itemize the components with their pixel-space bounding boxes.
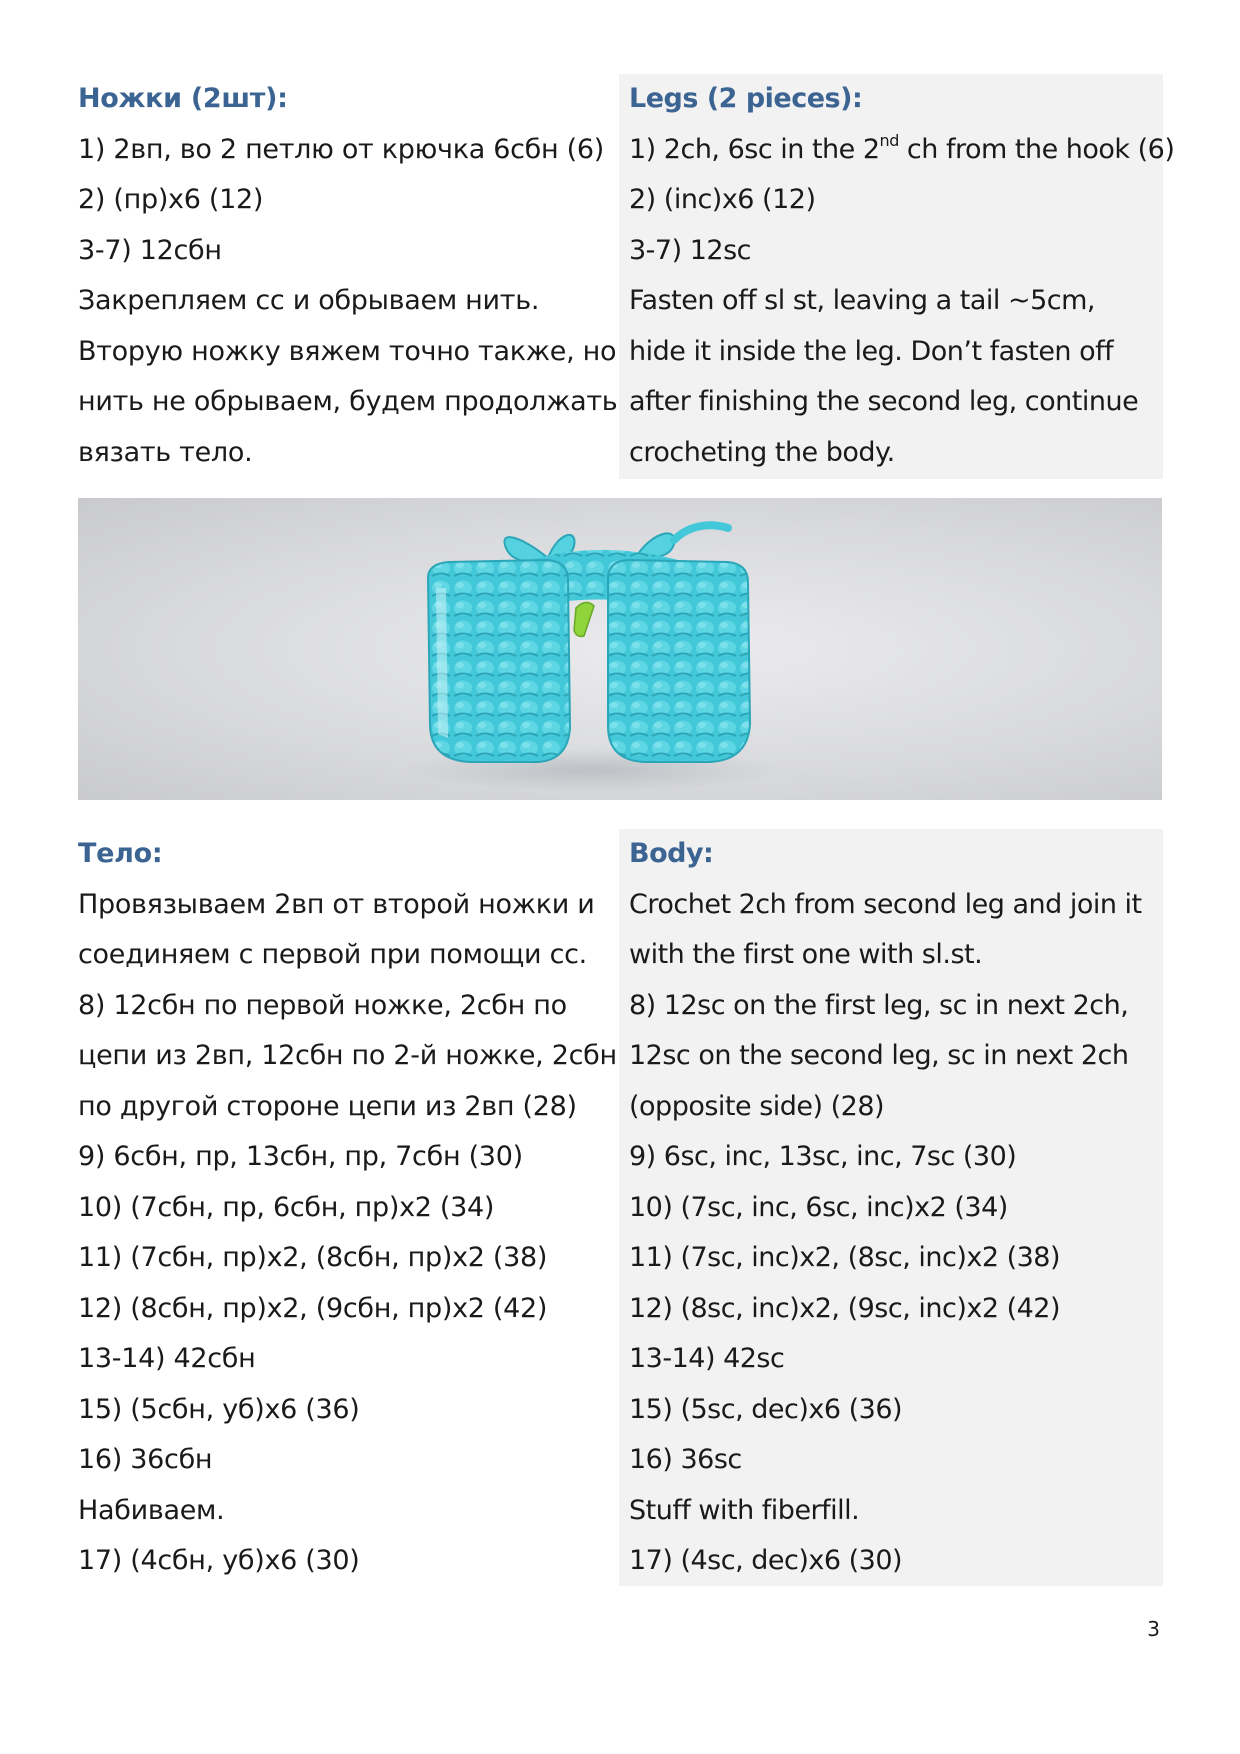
body-en-line: Stuff with fiberfill. <box>629 1494 860 1526</box>
body-ru-line: 8) 12сбн по первой ножке, 2сбн по <box>78 989 567 1021</box>
legs-ru-line: 3-7) 12сбн <box>78 234 222 266</box>
body-en-line: 8) 12sc on the first leg, sc in next 2ch, <box>629 989 1129 1021</box>
body-en-line: 17) (4sc, dec)x6 (30) <box>629 1545 903 1576</box>
legs-en-line: crocheting the body. <box>629 436 895 468</box>
body-en-line: 9) 6sc, inc, 13sc, inc, 7sc (30) <box>629 1141 1017 1172</box>
body-ru-line: 9) 6сбн, пр, 13сбн, пр, 7сбн (30) <box>78 1141 523 1172</box>
legs-ru-heading: Ножки (2шт): <box>78 83 288 114</box>
legs-en-line: after finishing the second leg, continue <box>629 386 1139 417</box>
body-en-line: 13-14) 42sc <box>629 1343 785 1374</box>
body-en-column <box>619 829 1163 1586</box>
legs-ru-line: 1) 2вп, во 2 петлю от крючка 6сбн (6) <box>78 133 604 165</box>
legs-en-line: 2) (inc)x6 (12) <box>629 184 816 215</box>
crochet-legs-illustration <box>78 498 1162 800</box>
body-en-line: 11) (7sc, inc)x2, (8sc, inc)x2 (38) <box>629 1242 1061 1273</box>
body-en-line: 15) (5sc, dec)x6 (36) <box>629 1393 903 1425</box>
legs-en-line: Fasten off sl st, leaving a tail ~5cm, <box>629 285 1095 316</box>
body-ru-column <box>78 829 618 1587</box>
legs-en-line-1-rest: ch from the hook (6) <box>898 133 1175 165</box>
legs-ru-line: Закрепляем сс и обрываем нить. <box>78 285 540 316</box>
body-en-line: 16) 36sc <box>629 1444 742 1475</box>
body-en-line: Crochet 2ch from second leg and join it <box>629 888 1142 920</box>
legs-en-line: hide it inside the leg. Don’t fasten off <box>629 335 1114 367</box>
body-ru-line: 16) 36сбн <box>78 1444 213 1475</box>
body-en-line: 12sc on the second leg, sc in next 2ch <box>629 1040 1129 1071</box>
legs-ru-line: Вторую ножку вяжем точно также, но <box>78 335 617 367</box>
legs-en-line-1-text: 1) 2ch, 6sc in the 2 <box>629 133 880 165</box>
body-ru-line: 17) (4сбн, уб)х6 (30) <box>78 1545 360 1576</box>
body-ru-line: 15) (5сбн, уб)х6 (36) <box>78 1393 360 1425</box>
body-en-heading: Body: <box>629 838 714 869</box>
body-en-line: (opposite side) (28) <box>629 1090 885 1122</box>
crochet-legs-photo <box>78 498 1162 800</box>
body-ru-line: 12) (8сбн, пр)х2, (9сбн, пр)х2 (42) <box>78 1292 548 1324</box>
body-en-line: 10) (7sc, inc, 6sc, inc)x2 (34) <box>629 1191 1008 1223</box>
page-number: 3 <box>1147 1617 1160 1641</box>
body-ru-line: Провязываем 2вп от второй ножки и <box>78 888 595 920</box>
body-ru-line: Набиваем. <box>78 1494 225 1526</box>
body-ru-line: по другой стороне цепи из 2вп (28) <box>78 1090 577 1122</box>
body-en-line: 12) (8sc, inc)x2, (9sc, inc)x2 (42) <box>629 1292 1061 1324</box>
legs-ru-line: нить не обрываем, будем продолжать <box>78 386 618 417</box>
body-ru-heading: Тело: <box>78 838 163 869</box>
legs-en-heading: Legs (2 pieces): <box>629 83 863 114</box>
legs-en-line: 3-7) 12sc <box>629 234 751 266</box>
body-ru-line: 10) (7сбн, пр, 6сбн, пр)х2 (34) <box>78 1191 495 1223</box>
body-ru-line: 11) (7сбн, пр)х2, (8сбн, пр)х2 (38) <box>78 1242 548 1273</box>
body-en-line: with the first one with sl.st. <box>629 939 983 970</box>
legs-en-column <box>619 74 1175 479</box>
legs-ru-line: вязать тело. <box>78 436 253 468</box>
legs-ru-line: 2) (пр)х6 (12) <box>78 184 264 215</box>
ordinal-superscript: nd <box>879 130 899 150</box>
body-ru-line: цепи из 2вп, 12сбн по 2-й ножке, 2сбн <box>78 1040 617 1071</box>
legs-en-line-1 <box>629 125 1175 176</box>
body-ru-line: соединяем с первой при помощи сс. <box>78 939 587 970</box>
body-ru-line: 13-14) 42сбн <box>78 1343 256 1374</box>
legs-ru-column <box>78 74 618 478</box>
